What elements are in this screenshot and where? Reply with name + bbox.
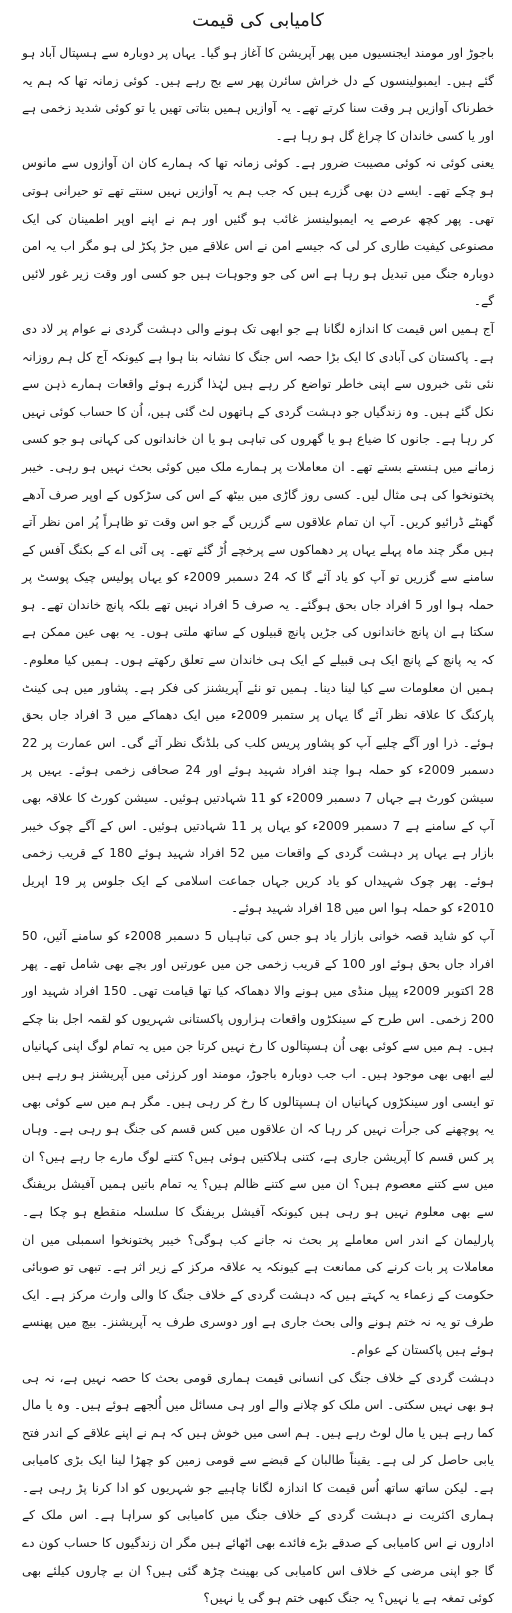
article-paragraph: آج ہمیں اس قیمت کا اندازہ لگانا ہے جو ابھی تک ہونے والی دہشت گردی نے عوام پر لاد دی ہے۔ پاکستان کی آبادی کا ایک بڑا حصہ اس جنگ کا نشانہ بنا ہوا ہے کیونکہ آج کل ہم روزانہ نئی نئی خبروں سے اپنی خاطر تواضع کر رہے ہیں لہٰذا گزرے ہوئے واقعات ہمارے ذہن سے نکل گئے ہیں۔ وہ زندگیاں جو دہشت گردی کے ہاتھوں لٹ گئی ہیں، اُن کا حساب کوئی نہیں کر رہا ہے۔ جانوں کا ضیاع ہو یا گھروں کی تباہی ہو یا ان خاندانوں کی کہانی ہو جو کسی زمانے میں ہنستے بستے تھے۔ ان معاملات پر ہمارے ملک میں کوئی بحث نہیں ہو رہی۔ خیبر پختونخوا کی ہی مثال لیں۔ کسی روز گاڑی میں بیٹھ کے اس کی سڑکوں کے اوپر صرف آدھے گھنٹے ڈرائیو کریں۔ آپ ان تمام علاقوں سے گزریں گے جو اس وقت تو ظاہراً پُر امن نظر آتے ہیں مگر چند ماہ پہلے یہاں پر دھماکوں سے پرخچے اُڑ گئے تھے۔ پی آئی اے کے بکنگ آفس کے سامنے سے گزریں تو آپ کو یاد آئے گا کہ 24 دسمبر 2009ء کو یہاں پولیس چیک پوسٹ پر حملہ ہوا اور 5 افراد جاں بحق ہوگئے۔ یہ صرف 5 افراد نہیں تھے بلکہ پانچ خاندان تھے۔ ہو سکتا ہے ان پانچ خاندانوں کی جڑیں پانچ قبیلوں کے ساتھ ملتی ہوں۔ یہ بھی عین ممکن ہے کہ یہ پانچ کے پانچ ایک ہی قبیلے کے ایک ہی خاندان سے تعلق رکھتے ہوں۔ ہمیں کیا معلوم۔ ہمیں ان معلومات سے کیا لینا دینا۔ ہمیں تو نئے آپریشنز کی فکر ہے۔ پشاور میں ہی کینٹ پارکنگ کا علاقہ نظر آئے گا یہاں پر ستمبر 2009ء میں ایک دھماکے میں 3 افراد جاں بحق ہوئے۔ ذرا اور آگے چلیے آپ کو پشاور پریس کلب کی بلڈنگ نظر آئے گی۔ اس عمارت پر 22 دسمبر 2009ء کو حملہ ہوا چند افراد شہید ہوئے اور 24 صحافی زخمی ہوئے۔ یہیں پر سیشن کورٹ ہے جہاں 7 دسمبر 2009ء کو 11 شہادتیں ہوئیں۔ سیشن کورٹ کا علاقہ بھی آپ کے سامنے ہے 7 دسمبر 2009ء کو یہاں پر 11 شہادتیں ہوئیں۔ اس کے آگے چوک خیبر بازار ہے یہاں پر دہشت گردی کے واقعات میں 52 افراد شہید ہوئے 180 کے قریب زخمی ہوئے۔ پھر چوک شہیداں کو یاد کریں جہاں جماعت اسلامی کے ایک جلوس پر 19 اپریل 2010ء کو حملہ ہوا اس میں 18 افراد شہید ہوئے۔ [22,321,495,916]
article-paragraph: یعنی کوئی نہ کوئی مصیبت ضرور ہے۔ کوئی زمانہ تھا کہ ہمارے کان ان آوازوں سے مانوس ہو چکے تھے۔ ایسے دن بھی گزرے ہیں کہ جب ہم یہ آوازیں نہیں سنتے تھے تو حیرانی ہوتی تھی۔ پھر کچھ عرصے یہ ایمبولینسز غائب ہو گئیں اور ہم نے اپنے اوپر اطمینان کی ایک مصنوعی کیفیت طاری کر لی کہ جیسے امن نے اس علاقے میں جڑ پکڑ لی ہو مگر اب یہ امن دوبارہ جنگ میں تبدیل ہو رہا ہے اس کی جو وجوہات ہیں جو کسی اور وقت زیر غور لائیں گے۔ [22,156,494,309]
article-paragraph: دہشت گردی کے خلاف جنگ کی انسانی قیمت ہماری قومی بحث کا حصہ نہیں ہے، نہ ہی ہو بھی نہیں سکتی۔ اس ملک کو چلانے والے اور ہی مسائل میں اُلجھے ہوئے ہیں۔ وہ یا مال کما رہے ہیں یا مال لوٹ رہے ہیں۔ ہم اسی میں خوش ہیں کہ ہم نے اپنے علاقے کے اندر فتح یابی حاصل کر لی ہے۔ یقیناً طالبان کے قبضے سے قومی زمین کو چھڑا لینا ایک بڑی کامیابی ہے۔ لیکن ساتھ ساتھ اُس قیمت کا اندازہ لگانا چاہیے جو شہریوں کو ادا کرنا پڑ رہی ہے۔ ہماری اکثریت نے دہشت گردی کے خلاف جنگ میں کامیابی کو سراہا ہے۔ اس ملک کے اداروں نے اس کامیابی کے صدقے بڑے فائدے بھی اٹھائے ہیں مگر ان زندگیوں کا حساب کون دے گا جو اپنی مرضی کے خلاف اس کامیابی کی بھینٹ چڑھ گئی ہیں؟ ان بے چاروں کیلئے بھی کوئی تمغہ ہے یا نہیں؟ یہ جنگ کبھی ختم ہو گی یا نہیں؟ [22,1370,494,1606]
article-paragraph: آپ کو شاید قصہ خوانی بازار یاد ہو جس کی تباہیاں 5 دسمبر 2008ء کو سامنے آئیں، 50 افراد جاں بحق ہوئے اور 100 کے قریب زخمی جن میں عورتیں اور بچے بھی شامل تھے۔ پھر 28 اکتوبر 2009ء پیپل منڈی میں ہونے والا دھماکہ کیا تھا قیامت تھی۔ 150 افراد شہید اور 200 زخمی۔ اس طرح کے سینکڑوں واقعات ہزاروں پاکستانی شہریوں کو لقمہ اجل بنا چکے ہیں۔ ہم میں سے کوئی بھی اُن ہسپتالوں کا رخ نہیں کرتا جن میں یہ تمام لوگ اپنی کہانیاں لیے ابھی بھی موجود ہیں۔ اب جب دوبارہ باجوڑ، مومند اور کرزئی میں آپریشنز ہو رہے ہیں تو ایسی اور سینکڑوں کہانیاں ان ہسپتالوں کا رخ کر رہی ہیں۔ مگر ہم میں سے کوئی بھی یہ پوچھنے کی جرأت نہیں کر رہا کہ ان علاقوں میں کس قسم کی جنگ ہو رہی ہے۔ وہاں پر کس قسم کا آپریشن جاری ہے، کتنی ہلاکتیں ہوئی ہیں؟ کتنے لوگ مارے جا رہے ہیں؟ ان میں سے کتنے معصوم ہیں؟ ان میں سے کتنے ظالم ہیں؟ یہ تمام باتیں ہمیں آفیشل بریفنگ سے بھی معلوم نہیں ہو رہی ہیں کیونکہ آفیشل بریفنگ کا سلسلہ منقطع ہو چکا ہے۔ پارلیمان کے اندر اس معاملے پر بحث نہ جانے کب ہوگی؟ خیبر پختونخوا اسمبلی میں ان معاملات پر بات کرنے کی ممانعت ہے کیونکہ یہ علاقہ مرکز کے زیر اثر ہے۔ تبھی تو صوبائی حکومت کے زعماء یہ کہتے ہیں کہ دہشت گردی کے خلاف جنگ کا والی وارث مرکز ہے۔ ایک طرف تو یہ نہ ختم ہونے والی بحث جاری ہے اور دوسری طرف یہ آپریشنز۔ بیچ میں پھنسے ہوئے ہیں پاکستان کے عوام۔ [22,929,495,1357]
article-title: کامیابی کی قیمت [192,10,324,31]
article-paragraph: باجوڑ اور مومند ایجنسیوں میں پھر آپریشن کا آغاز ہو گیا۔ یہاں پر دوبارہ سے ہسپتال آباد ہو گئے ہیں۔ ایمبولینسوں کے دل خراش سائرن پھر سے بج رہے ہیں۔ کوئی زمانہ تھا کہ ہم یہ خطرناک آوازیں ہر وقت سنا کرتے تھے۔ یہ آوازیں ہمیں بتاتی تھیں یا تو کوئی شدید زخمی ہے اور یا کسی خاندان کا چراغ گل ہو رہا ہے۔ [22,46,494,143]
